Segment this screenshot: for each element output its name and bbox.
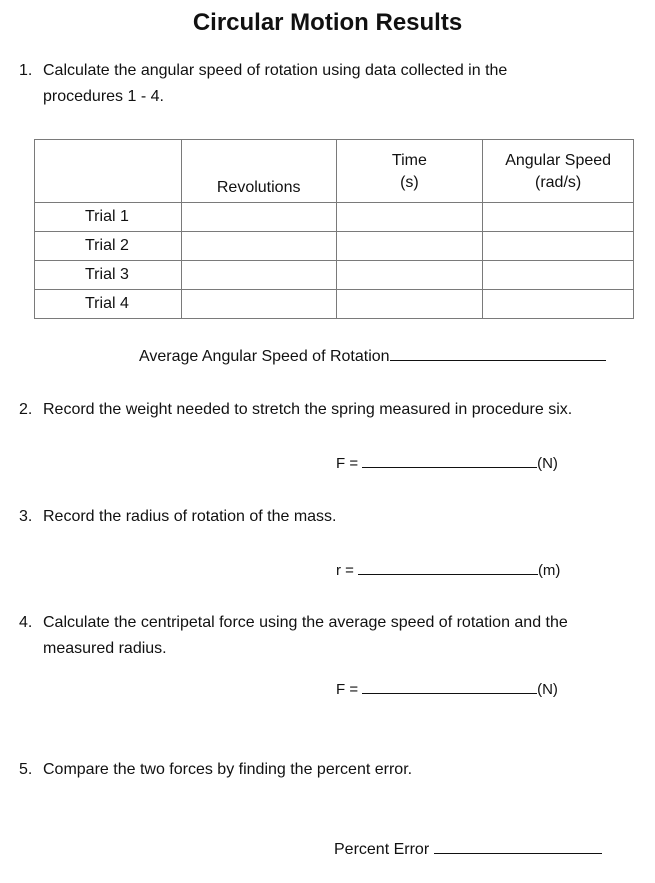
centripetal-force-unit: (N) (537, 681, 558, 698)
header-angular-speed (483, 140, 634, 203)
centripetal-force-answer-line (336, 677, 558, 703)
trial-label: Trial 3 (35, 261, 182, 290)
question-4 (19, 610, 568, 662)
angular-speed-cell[interactable] (483, 261, 634, 290)
header-empty (35, 140, 182, 203)
time-cell[interactable] (336, 203, 483, 232)
question-5 (19, 757, 412, 783)
revolutions-cell[interactable] (181, 232, 336, 261)
average-angular-speed-line (139, 344, 606, 370)
header-time (336, 140, 483, 203)
radius-answer-line (336, 558, 560, 584)
revolutions-cell[interactable] (181, 261, 336, 290)
question-2 (19, 397, 572, 423)
question-text: Record the weight needed to stretch the spring measured in procedure six. (43, 401, 573, 418)
centripetal-force-prefix: F = (336, 681, 359, 698)
page-title: Circular Motion Results (192, 9, 463, 36)
radius-blank[interactable] (358, 560, 538, 575)
table-row (35, 203, 634, 232)
force-blank[interactable] (362, 453, 537, 468)
force-answer-line (336, 451, 558, 477)
header-angular-speed-unit: (rad/s) (535, 174, 582, 191)
question-1 (19, 58, 507, 110)
average-angular-speed-blank[interactable] (390, 346, 606, 361)
revolutions-cell[interactable] (181, 203, 336, 232)
angular-speed-cell[interactable] (483, 232, 634, 261)
trial-label: Trial 2 (35, 232, 182, 261)
question-text: Compare the two forces by finding the percent error. (43, 761, 413, 778)
radius-unit: (m) (537, 562, 561, 579)
header-time-label: Time (391, 152, 427, 169)
table-row (35, 261, 634, 290)
average-angular-speed-label: Average Angular Speed of Rotation (139, 348, 390, 365)
header-time-unit: (s) (400, 174, 419, 191)
trial-label: Trial 1 (35, 203, 182, 232)
table-row (35, 232, 634, 261)
angular-speed-cell[interactable] (483, 203, 634, 232)
trial-label: Trial 4 (35, 290, 182, 319)
question-number: 5. (19, 761, 33, 778)
time-cell[interactable] (336, 261, 483, 290)
question-3 (19, 504, 336, 530)
revolutions-cell[interactable] (181, 290, 336, 319)
angular-speed-cell[interactable] (483, 290, 634, 319)
percent-error-label: Percent Error (334, 841, 430, 858)
header-revolutions: Revolutions (181, 140, 336, 203)
question-text: Calculate the centripetal force using the average speed of rotation and the (43, 614, 568, 631)
force-unit: (N) (537, 455, 558, 472)
radius-prefix: r = (336, 562, 354, 579)
force-prefix: F = (336, 455, 359, 472)
question-text-continued: procedures 1 - 4. (43, 88, 164, 105)
centripetal-force-blank[interactable] (362, 679, 537, 694)
table-row (35, 290, 634, 319)
percent-error-line (334, 837, 602, 863)
question-number: 1. (19, 62, 33, 79)
time-cell[interactable] (336, 290, 483, 319)
question-number: 3. (19, 508, 33, 525)
question-text: Record the radius of rotation of the mass. (43, 508, 337, 525)
question-text-continued: measured radius. (43, 640, 167, 657)
table-header-row (35, 140, 634, 203)
results-table (34, 139, 634, 319)
percent-error-blank[interactable] (434, 839, 602, 854)
question-text: Calculate the angular speed of rotation using data collected in the (43, 62, 508, 79)
question-number: 2. (19, 401, 33, 418)
time-cell[interactable] (336, 232, 483, 261)
question-number: 4. (19, 614, 33, 631)
header-angular-speed-label: Angular Speed (505, 152, 612, 169)
